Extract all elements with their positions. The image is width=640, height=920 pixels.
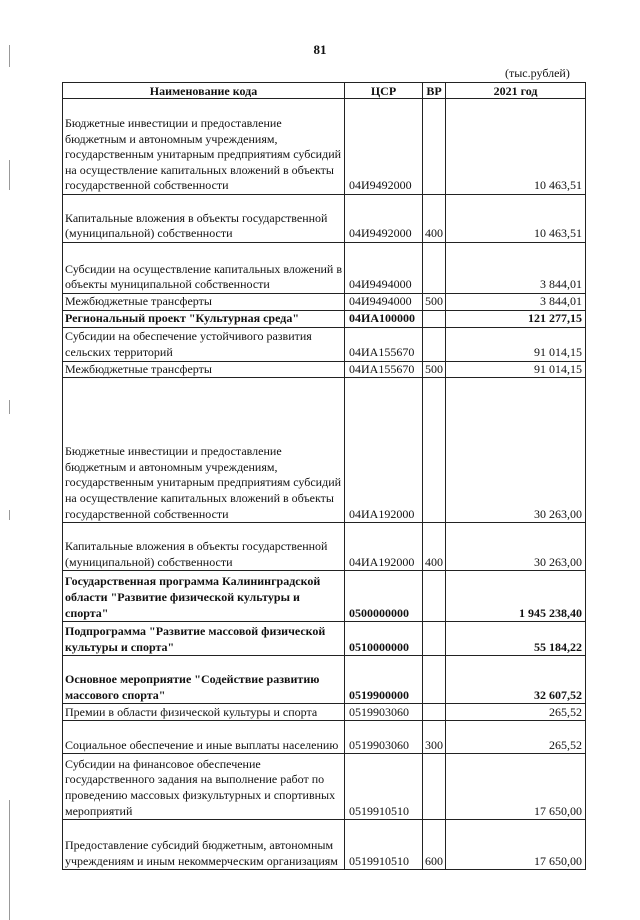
row-name: Премии в области физической культуры и спорта <box>63 704 345 721</box>
row-name: Субсидии на обеспечение устойчивого развития сельских территорий <box>63 327 345 361</box>
row-csr: 0519910510 <box>345 754 423 820</box>
table-row <box>63 310 586 327</box>
row-amount: 265,52 <box>446 704 586 721</box>
header-vr: ВР <box>423 83 446 99</box>
row-amount: 3 844,01 <box>446 243 586 294</box>
row-csr: 0510000000 <box>345 622 423 656</box>
row-csr: 0519903060 <box>345 721 423 754</box>
row-amount: 10 463,51 <box>446 195 586 243</box>
row-amount: 121 277,15 <box>446 310 586 327</box>
row-vr: 400 <box>423 523 446 571</box>
row-vr <box>423 622 446 656</box>
table-row <box>63 571 586 622</box>
row-amount: 265,52 <box>446 721 586 754</box>
table-header-row <box>63 83 586 99</box>
row-vr <box>423 656 446 704</box>
row-csr: 04ИА155670 <box>345 327 423 361</box>
row-vr <box>423 571 446 622</box>
header-year: 2021 год <box>446 83 586 99</box>
row-amount: 32 607,52 <box>446 656 586 704</box>
table-row <box>63 656 586 704</box>
row-csr: 04И9492000 <box>345 195 423 243</box>
row-csr: 0519903060 <box>345 704 423 721</box>
row-amount: 30 263,00 <box>446 378 586 523</box>
table-row <box>63 622 586 656</box>
row-vr <box>423 754 446 820</box>
row-vr: 500 <box>423 361 446 378</box>
row-name: Предоставление субсидий бюджетным, автономным учреждениям и иным некоммерческим организациям <box>63 820 345 870</box>
table-row <box>63 361 586 378</box>
row-name: Субсидии на финансовое обеспечение государственного задания на выполнение работ по проведению массовых физкультурных и спортивных мероприятий <box>63 754 345 820</box>
row-vr <box>423 310 446 327</box>
row-name: Региональный проект "Культурная среда" <box>63 310 345 327</box>
row-amount: 17 650,00 <box>446 754 586 820</box>
row-name: Межбюджетные трансферты <box>63 361 345 378</box>
row-name: Бюджетные инвестиции и предоставление бюджетным и автономным учреждениям, государственным унитарным предприятиям субсидий на осуществление капитальных вложений в объекты государственной собственности <box>63 378 345 523</box>
row-name: Межбюджетные трансферты <box>63 294 345 311</box>
row-amount: 3 844,01 <box>446 294 586 311</box>
row-vr: 600 <box>423 820 446 870</box>
row-name: Социальное обеспечение и иные выплаты населению <box>63 721 345 754</box>
header-csr: ЦСР <box>345 83 423 99</box>
row-vr <box>423 327 446 361</box>
row-csr: 04ИА192000 <box>345 523 423 571</box>
row-amount: 91 014,15 <box>446 361 586 378</box>
table-row <box>63 243 586 294</box>
row-name: Подпрограмма "Развитие массовой физической культуры и спорта" <box>63 622 345 656</box>
table-row <box>63 99 586 195</box>
row-amount: 55 184,22 <box>446 622 586 656</box>
table-row <box>63 523 586 571</box>
row-name: Капитальные вложения в объекты государственной (муниципальной) собственности <box>63 523 345 571</box>
table-row <box>63 704 586 721</box>
row-csr: 04И9492000 <box>345 99 423 195</box>
row-vr <box>423 378 446 523</box>
row-amount: 30 263,00 <box>446 523 586 571</box>
row-amount: 10 463,51 <box>446 99 586 195</box>
row-vr: 300 <box>423 721 446 754</box>
header-name: Наименование кода <box>63 83 345 99</box>
row-name: Субсидии на осуществление капитальных вложений в объекты муниципальной собственности <box>63 243 345 294</box>
table-row <box>63 820 586 870</box>
row-vr <box>423 243 446 294</box>
row-amount: 91 014,15 <box>446 327 586 361</box>
row-csr: 04И9494000 <box>345 294 423 311</box>
row-csr: 04И9494000 <box>345 243 423 294</box>
page-number: 81 <box>313 42 327 57</box>
row-amount: 17 650,00 <box>446 820 586 870</box>
row-vr: 500 <box>423 294 446 311</box>
table-row <box>63 754 586 820</box>
row-csr: 04ИА192000 <box>345 378 423 523</box>
row-csr: 04ИА155670 <box>345 361 423 378</box>
row-csr: 0500000000 <box>345 571 423 622</box>
table-body <box>63 99 586 870</box>
row-csr: 04ИА100000 <box>345 310 423 327</box>
table-row <box>63 327 586 361</box>
table-row <box>63 721 586 754</box>
row-csr: 0519910510 <box>345 820 423 870</box>
row-vr: 400 <box>423 195 446 243</box>
row-name: Бюджетные инвестиции и предоставление бюджетным и автономным учреждениям, государственным унитарным предприятиям субсидий на осуществление капитальных вложений в объекты государственной собственности <box>63 99 345 195</box>
row-name: Основное мероприятие "Содействие развитию массового спорта" <box>63 656 345 704</box>
table-row <box>63 294 586 311</box>
row-amount: 1 945 238,40 <box>446 571 586 622</box>
table-row <box>63 378 586 523</box>
row-name: Государственная программа Калининградской области "Развитие физической культуры и спорта" <box>63 571 345 622</box>
row-name: Капитальные вложения в объекты государственной (муниципальной) собственности <box>63 195 345 243</box>
row-vr <box>423 99 446 195</box>
row-vr <box>423 704 446 721</box>
binding-edge-marks <box>9 40 11 890</box>
budget-table <box>62 82 586 870</box>
row-csr: 0519900000 <box>345 656 423 704</box>
table-row <box>63 195 586 243</box>
unit-label: (тыс.рублей) <box>505 66 570 80</box>
